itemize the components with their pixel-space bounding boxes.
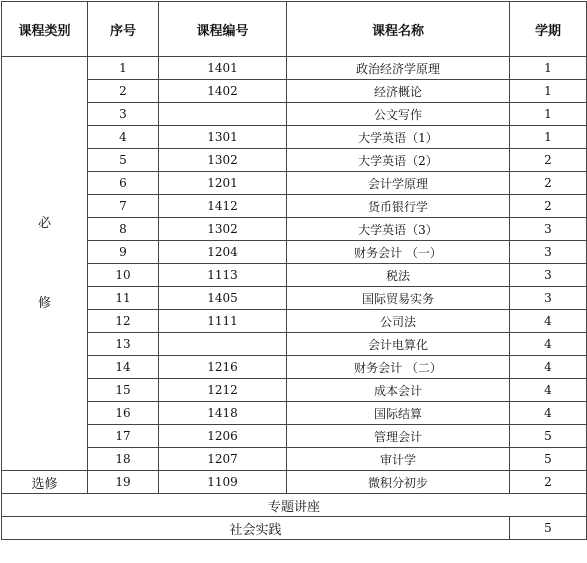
table-row bbox=[2, 333, 587, 356]
header-code: 课程编号 bbox=[159, 2, 287, 57]
cell-code: 1302 bbox=[159, 149, 287, 172]
table-row bbox=[2, 448, 587, 471]
cell-term: 2 bbox=[510, 149, 587, 172]
table-row bbox=[2, 218, 587, 241]
table-row-special-lecture bbox=[2, 494, 587, 517]
cell-number: 15 bbox=[88, 379, 159, 402]
course-table bbox=[1, 1, 587, 540]
cell-code: 1109 bbox=[159, 471, 287, 494]
cell-name: 财务会计 （一） bbox=[287, 241, 510, 264]
cell-code: 1206 bbox=[159, 425, 287, 448]
cell-number: 1 bbox=[88, 57, 159, 80]
table-row-elective bbox=[2, 471, 587, 494]
cell-name: 税法 bbox=[287, 264, 510, 287]
cell-term: 3 bbox=[510, 287, 587, 310]
cell-code: 1301 bbox=[159, 126, 287, 149]
social-practice-cell: 社会实践 bbox=[2, 517, 510, 540]
category-required bbox=[2, 57, 88, 471]
cell-name: 大学英语（2） bbox=[287, 149, 510, 172]
table-row bbox=[2, 126, 587, 149]
cell-number: 11 bbox=[88, 287, 159, 310]
cell-name: 公司法 bbox=[287, 310, 510, 333]
table-row bbox=[2, 425, 587, 448]
cell-term: 5 bbox=[510, 448, 587, 471]
header-term: 学期 bbox=[510, 2, 587, 57]
table-row bbox=[2, 172, 587, 195]
cell-number: 10 bbox=[88, 264, 159, 287]
table-row-social-practice bbox=[2, 517, 587, 540]
cell-code: 1401 bbox=[159, 57, 287, 80]
cell-code: 1204 bbox=[159, 241, 287, 264]
cell-number: 17 bbox=[88, 425, 159, 448]
cell-code: 1207 bbox=[159, 448, 287, 471]
cell-code: 1216 bbox=[159, 356, 287, 379]
table-row bbox=[2, 402, 587, 425]
cell-term: 4 bbox=[510, 379, 587, 402]
table-row bbox=[2, 195, 587, 218]
cell-name: 审计学 bbox=[287, 448, 510, 471]
table-row bbox=[2, 57, 587, 80]
cell-number: 2 bbox=[88, 80, 159, 103]
header-category: 课程类别 bbox=[2, 2, 88, 57]
cell-number: 18 bbox=[88, 448, 159, 471]
cell-number: 9 bbox=[88, 241, 159, 264]
cell-number: 14 bbox=[88, 356, 159, 379]
header-number: 序号 bbox=[88, 2, 159, 57]
cell-code: 1113 bbox=[159, 264, 287, 287]
table-row bbox=[2, 264, 587, 287]
header-name: 课程名称 bbox=[287, 2, 510, 57]
cell-code bbox=[159, 103, 287, 126]
cell-name: 管理会计 bbox=[287, 425, 510, 448]
cell-code: 1402 bbox=[159, 80, 287, 103]
cell-term: 3 bbox=[510, 218, 587, 241]
cell-code bbox=[159, 333, 287, 356]
cell-number: 4 bbox=[88, 126, 159, 149]
category-required-char-1: 必 bbox=[37, 215, 51, 231]
cell-term: 1 bbox=[510, 57, 587, 80]
cell-code: 1111 bbox=[159, 310, 287, 333]
cell-number: 3 bbox=[88, 103, 159, 126]
header-row bbox=[2, 2, 587, 57]
cell-name: 财务会计 （二） bbox=[287, 356, 510, 379]
cell-term: 4 bbox=[510, 402, 587, 425]
cell-name: 大学英语（3） bbox=[287, 218, 510, 241]
cell-name: 公文写作 bbox=[287, 103, 510, 126]
cell-name: 国际结算 bbox=[287, 402, 510, 425]
special-lecture-cell: 专题讲座 bbox=[2, 494, 587, 517]
cell-name: 大学英语（1） bbox=[287, 126, 510, 149]
social-practice-term: 5 bbox=[510, 517, 587, 540]
cell-number: 6 bbox=[88, 172, 159, 195]
cell-number: 12 bbox=[88, 310, 159, 333]
cell-name: 会计学原理 bbox=[287, 172, 510, 195]
cell-term: 4 bbox=[510, 356, 587, 379]
category-elective: 选修 bbox=[2, 471, 88, 494]
category-required-char-2: 修 bbox=[37, 295, 51, 311]
cell-code: 1302 bbox=[159, 218, 287, 241]
cell-term: 2 bbox=[510, 195, 587, 218]
cell-name: 会计电算化 bbox=[287, 333, 510, 356]
cell-number: 8 bbox=[88, 218, 159, 241]
cell-term: 3 bbox=[510, 264, 587, 287]
cell-name: 货币银行学 bbox=[287, 195, 510, 218]
cell-name: 微积分初步 bbox=[287, 471, 510, 494]
table-row bbox=[2, 241, 587, 264]
table-row bbox=[2, 149, 587, 172]
cell-term: 1 bbox=[510, 103, 587, 126]
cell-number: 16 bbox=[88, 402, 159, 425]
cell-term: 5 bbox=[510, 425, 587, 448]
cell-term: 1 bbox=[510, 80, 587, 103]
cell-number: 5 bbox=[88, 149, 159, 172]
table-row bbox=[2, 379, 587, 402]
table-row bbox=[2, 80, 587, 103]
cell-number: 7 bbox=[88, 195, 159, 218]
cell-name: 经济概论 bbox=[287, 80, 510, 103]
cell-name: 政治经济学原理 bbox=[287, 57, 510, 80]
cell-code: 1418 bbox=[159, 402, 287, 425]
table-row bbox=[2, 103, 587, 126]
table-body bbox=[2, 57, 587, 540]
table-row bbox=[2, 310, 587, 333]
cell-code: 1405 bbox=[159, 287, 287, 310]
cell-number: 19 bbox=[88, 471, 159, 494]
cell-term: 3 bbox=[510, 241, 587, 264]
table-row bbox=[2, 287, 587, 310]
cell-term: 4 bbox=[510, 333, 587, 356]
cell-name: 国际贸易实务 bbox=[287, 287, 510, 310]
table-row bbox=[2, 356, 587, 379]
cell-name: 成本会计 bbox=[287, 379, 510, 402]
cell-term: 2 bbox=[510, 172, 587, 195]
cell-term: 1 bbox=[510, 126, 587, 149]
cell-term: 4 bbox=[510, 310, 587, 333]
cell-code: 1212 bbox=[159, 379, 287, 402]
cell-number: 13 bbox=[88, 333, 159, 356]
cell-term: 2 bbox=[510, 471, 587, 494]
cell-code: 1412 bbox=[159, 195, 287, 218]
cell-code: 1201 bbox=[159, 172, 287, 195]
